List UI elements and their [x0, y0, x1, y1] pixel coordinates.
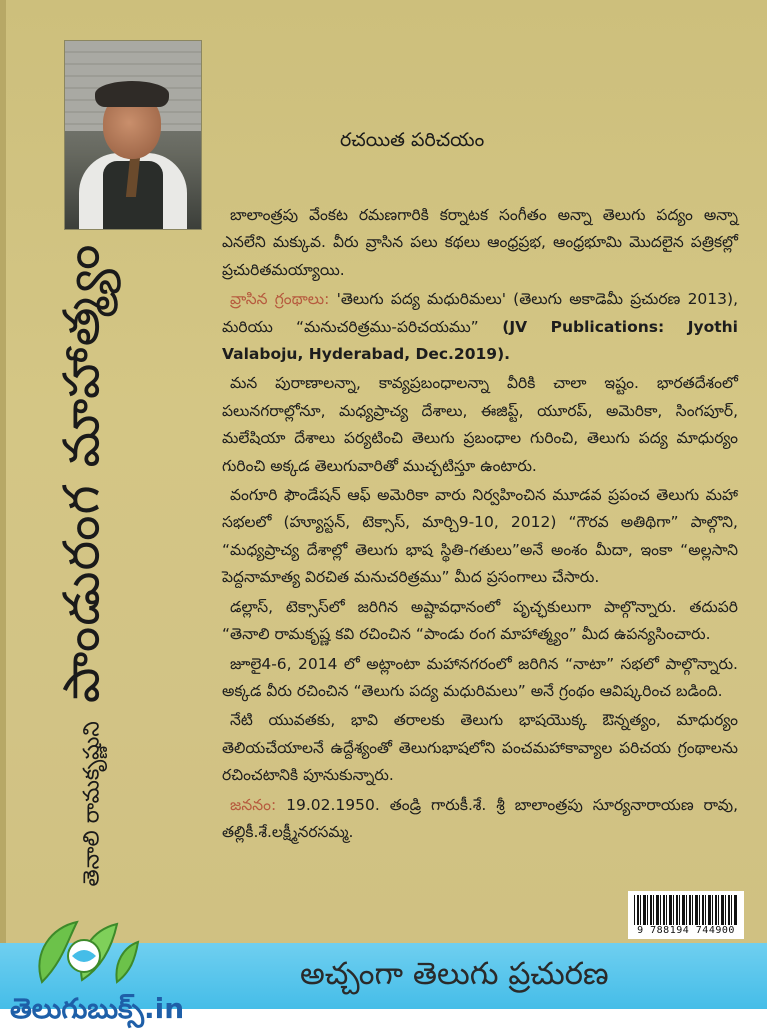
spine-author: తెనాలి రామకృష్ణుని [79, 721, 105, 887]
birth-label: జననం: [230, 795, 277, 814]
author-photo [64, 40, 202, 230]
logo-name: తెలుగుబుక్స్.in [10, 992, 185, 1025]
bio-paragraph-2 [222, 286, 738, 368]
bio-paragraph-3: మన పురాణాలన్నా, కావ్యప్రబంధాలన్నా వీరికి చాలా ఇష్టం. భారతదేశంలో పలునగరాల్లోనూ, మధ్యప్రాచ్య దేశాలు, ఈజిప్ట్, యూరప్, అమెరికా, సింగపూర్, మలేషియా దేశాలు పర్యటించి తెలుగు ప్రబంధాల గురించి, తెలుగు పద్య మాధుర్యం గురించి అక్కడ తెలుగువారితో ముచ్చటిస్తూ ఉంటారు. [222, 374, 738, 475]
bio-paragraph-7: నేటి యువతకు, భావి తరాలకు తెలుగు భాషయొక్క ఔన్నత్యం, మాధుర్యం తెలియచేయాలనే ఉద్దేశ్యంతో తెలుగుభాషలోని పంచమహాకావ్యాల పరిచయ గ్రంథాలను రచించటానికి పూనుకున్నారు. [222, 711, 738, 785]
site-logo [8, 908, 185, 1028]
spine-title: పాండురంగ మాహాత్మ్యం [52, 243, 111, 704]
works-text: 'తెలుగు పద్య మధురిమలు' (తెలుగు అకాడెమీ ప్రచురణ 2013), మరియు “మనుచరిత్రము-పరిచయము” [222, 290, 738, 336]
cover-edge [0, 0, 6, 1028]
bio-paragraph-8 [222, 792, 738, 847]
leaves-icon [22, 912, 142, 992]
isbn-barcode [628, 891, 744, 939]
bio-paragraph-1: బాలాంత్రపు వేంకట రమణగారికి కర్నాటక సంగీతం అన్నా తెలుగు పద్యం అన్నా ఎనలేని మక్కువ. వీరు వ్రాసిన పలు కథలు ఆంధ్రప్రభ, ఆంధ్రభూమి మొదలైన పత్రికల్లో ప్రచురితమయ్యాయి. [222, 206, 738, 279]
barcode-bars [634, 895, 738, 925]
section-heading: రచయిత పరిచయం [340, 129, 485, 151]
works-label: వ్రాసిన గ్రంథాలు: [230, 290, 330, 309]
book-spine [52, 243, 122, 887]
birth-text: 19.02.1950. తండ్రి గారుకీ.శే. శ్రీ బాలాంత్రపు సూర్యనారాయణ రావు, తల్లికీ.శే.లక్ష్మీనరసమ్మ. [222, 795, 738, 841]
bio-paragraph-4: వంగూరి ఫౌండేషన్ ఆఫ్ అమెరికా వారు నిర్వహించిన మూడవ ప్రపంచ తెలుగు మహా సభలలో (హ్యూస్టన్, టెక్సాస్, మార్చి9-10, 2012) “గౌరవ అతిథిగా” పాల్గొని, “మధ్యప్రాచ్య దేశాల్లో తెలుగు భాష స్థితి-గతులు”అనే అంశం మీదా, ఇంకా “అల్లసాని పెద్దనామాత్య విరచిత మనుచరిత్రము” మీద ప్రసంగాలు చేసారు. [222, 486, 738, 587]
spine-text [53, 244, 124, 887]
barcode-digits: 9 788194 744900 [637, 925, 735, 936]
author-bio [222, 202, 738, 846]
bio-paragraph-6: జూలై4-6, 2014 లో అట్లాంటా మహానగరంలో జరిగిన “నాటా” సభలో పాల్గొన్నారు. అక్కడ వీరు రచించిన “తెలుగు పద్య మధురిమలు” అనే గ్రంథం ఆవిష్కరించ బడింది. [222, 654, 738, 700]
photo-cap [95, 81, 169, 107]
publisher-name: అచ్చంగా తెలుగు ప్రచురణ [300, 956, 609, 992]
bio-paragraph-5: డల్లాస్, టెక్సాస్‌లో జరిగిన అష్టావధానంలో పృచ్ఛకులుగా పాల్గొన్నారు. తదుపరి “తెనాలి రామకృష్ణ కవి రచించిన “పాండు రంగ మాహాత్మ్యం” మీద ఉపన్యసించారు. [222, 597, 738, 644]
works-publisher: (JV Publications: Jyothi Valaboju, Hyderabad, Dec.2019). [222, 317, 738, 364]
